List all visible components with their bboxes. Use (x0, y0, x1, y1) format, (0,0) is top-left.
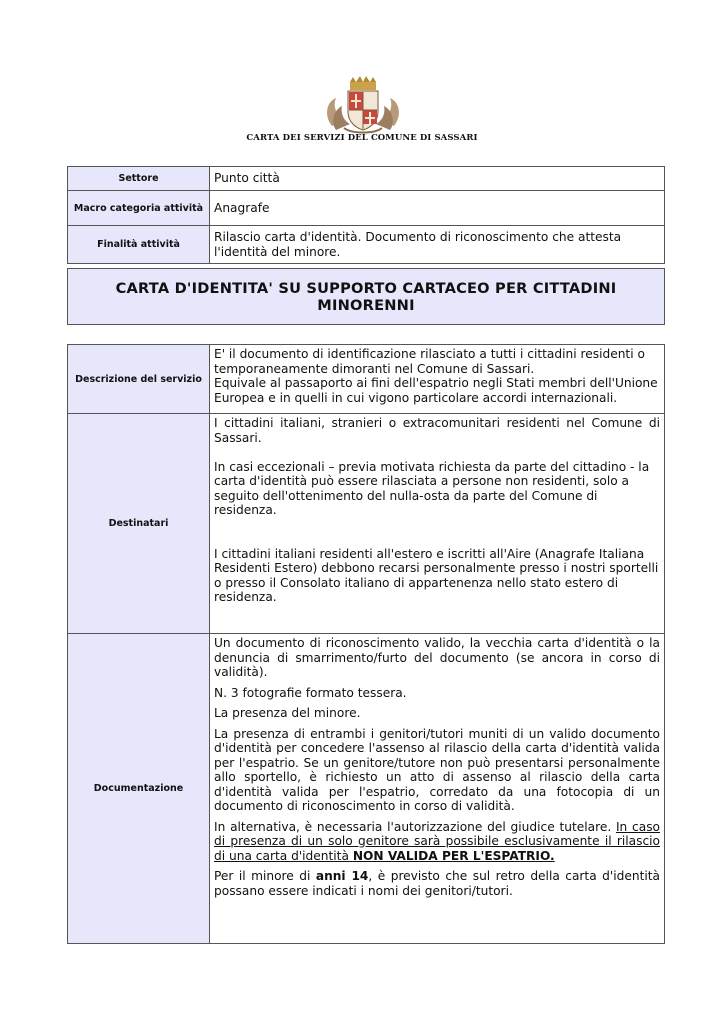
descrizione-label: Descrizione del servizio (68, 345, 210, 414)
documentazione-label: Documentazione (68, 634, 210, 944)
settore-value: Punto città (210, 167, 665, 191)
macro-categoria-value: Anagrafe (210, 191, 665, 226)
minor-age-text: Per il minore di (214, 869, 316, 883)
table-row (68, 345, 665, 414)
single-parent-note: In caso di presenza di un solo genitore sarà possibile esclusivamente il rilascio di una carta d'identità (214, 819, 660, 863)
descrizione-paragraph: E' il documento di identificazione rilasciato a tutti i cittadini residenti o temporaneamente dimoranti nel Comune di Sassari. (214, 347, 645, 376)
table-row (68, 191, 665, 226)
service-title: CARTA D'IDENTITA' SU SUPPORTO CARTACEO PER CITTADINI MINORENNI (67, 268, 665, 325)
comune-di-sassari-crest-icon (322, 76, 404, 134)
table-row (68, 414, 665, 634)
documentazione-paragraph: N. 3 fotografie formato tessera. (214, 685, 407, 700)
documentazione-paragraph: La presenza di entrambi i genitori/tutori muniti di un valido documento d'identità per concedere l'assenso al rilascio della carta d'identità valida per l'espatrio. Se un genitore/tutore non può presentarsi personalmente allo sportello, è richiesto un atto di assenso al rilascio della carta d'identità valida per l'espatrio, corredato da una fotocopia di un documento di riconoscimento in corso di validità. (214, 726, 660, 813)
macro-categoria-label: Macro categoria attività (68, 191, 210, 226)
finalita-label: Finalità attività (68, 226, 210, 264)
destinatari-paragraph: I cittadini italiani, stranieri o extracomunitari residenti nel Comune di Sassari. (214, 416, 660, 445)
minor-age-value: anni 14 (315, 869, 369, 883)
destinatari-value (210, 414, 665, 634)
destinatari-paragraph: In casi eccezionali – previa motivata richiesta da parte del cittadino - la carta d'identità può essere rilasciata a persone non residenti, solo a seguito dell'ottenimento del nulla-osta da parte del Comune di residenza. (214, 459, 650, 517)
destinatari-paragraph: I cittadini italiani residenti all'estero e iscritti all'Aire (Anagrafe Italiana Residenti Estero) debbono recarsi personalmente presso i nostri sportelli o presso il Consolato italiano di appartenenza nello stato estero di residenza. (214, 546, 659, 604)
destinatari-label: Destinatari (68, 414, 210, 634)
descrizione-value (210, 345, 665, 414)
descrizione-paragraph: Equivale al passaporto ai fini dell'espatrio negli Stati membri dell'Unione Europea e in quelli in cui vigono particolare accordi internazionali. (214, 376, 658, 405)
not-valid-for-expatriation: NON VALIDA PER L'ESPATRIO. (352, 848, 555, 863)
documentazione-paragraph (214, 869, 660, 898)
service-info-table (67, 166, 665, 264)
document-header-caption: CARTA DEI SERVIZI DEL COMUNE DI SASSARI (246, 133, 478, 143)
documentazione-paragraph: La presenza del minore. (214, 706, 361, 720)
documentazione-paragraph: Un documento di riconoscimento valido, la vecchia carta d'identità o la denuncia di smarrimento/furto del documento (se ancora in corso di validità). (214, 636, 660, 679)
table-row (68, 167, 665, 191)
service-details-table (67, 344, 665, 944)
table-row (68, 634, 665, 944)
documentazione-value (210, 634, 665, 944)
minor-age-text: , è previsto che sul retro della carta d'identità possano essere indicati i nomi dei genitori/tutori. (214, 869, 660, 898)
finalita-value: Rilascio carta d'identità. Documento di riconoscimento che attesta l'identità del minore. (210, 226, 665, 264)
settore-label: Settore (68, 167, 210, 191)
alternativa-text: In alternativa, è necessaria l'autorizzazione del giudice tutelare. (214, 819, 616, 834)
table-row (68, 226, 665, 264)
documentazione-paragraph (214, 820, 660, 864)
